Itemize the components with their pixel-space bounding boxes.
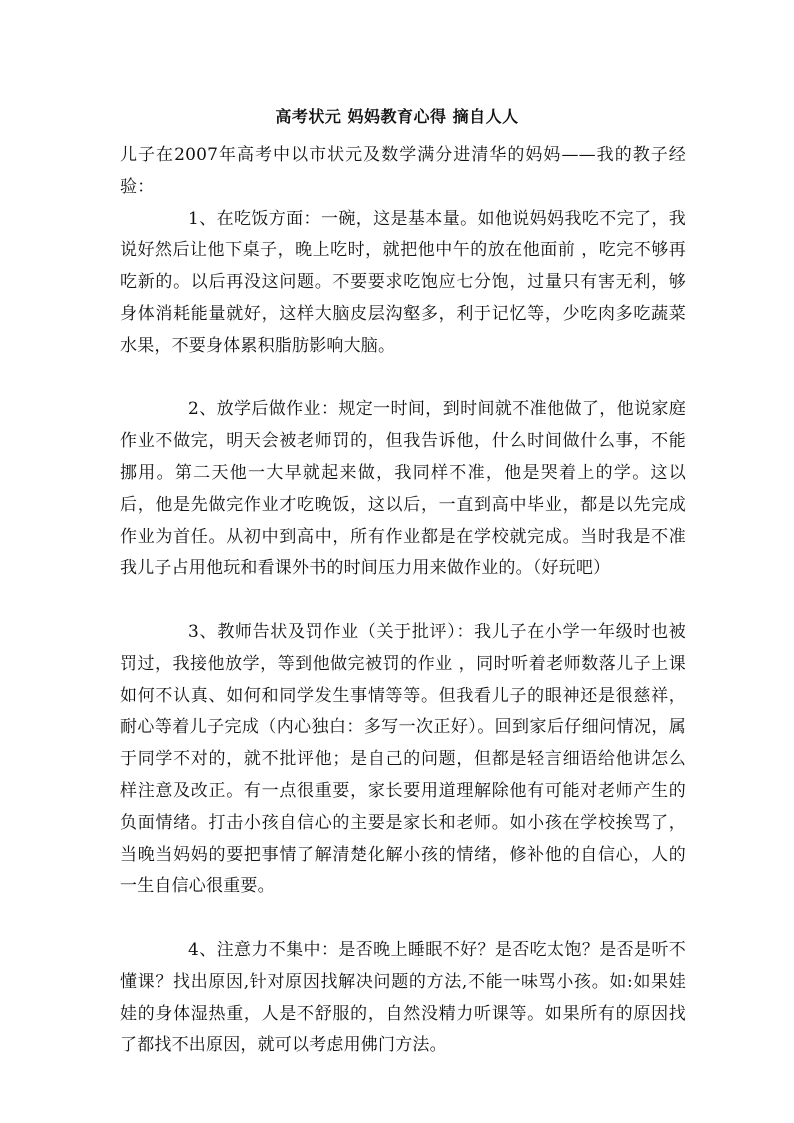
paragraph-homework: 2、放学后做作业：规定一时间，到时间就不准他做了，他说家庭作业不做完，明天会被老师罚的，但我告诉他，什么时间做什么事，不能挪用。第二天他一大早就起来做，我同样不准，他是哭着上的学。这以后，他是先做完作业才吃晚饭，这以后，一直到高中毕业，都是以先完成作业为首任。从初中到高中，所有作业都是在学校就完成。当时我是不准我儿子占用他玩和看课外书的时间压力用来做作业的。（好玩吧） — [120, 399, 686, 579]
document-title: 高考状元 妈妈教育心得 摘自人人 — [275, 107, 519, 126]
paragraph-attention: 4、注意力不集中：是否晚上睡眠不好？是否吃太饱？是否是听不懂课？找出原因,针对原因找解决问题的方法,不能一味骂小孩。如:如果娃娃的身体湿热重，人是不舒服的，自然没精力听课等。如果所有的原因找了都找不出原因，就可以考虑用佛门方法。 — [120, 939, 686, 1056]
paragraph-eating: 1、在吃饭方面：一碗，这是基本量。如他说妈妈我吃不完了，我说好然后让他下桌子，晚上吃时，就把他中午的放在他面前 ，吃完不够再吃新的。以后再没这问题。不要要求吃饱应七分饱，过量只有害无利，够身体消耗能量就好，这样大脑皮层沟壑多，利于记忆等，少吃肉多吃蔬菜水果，不要身体累积脂肪影响大脑。 — [120, 208, 686, 356]
paragraph-criticism: 3、教师告状及罚作业（关于批评）：我儿子在小学一年级时也被罚过，我接他放学，等到他做完被罚的作业 ，同时听着老师数落儿子上课如何不认真、如何和同学发生事情等等。但我看儿子的眼神还是很慈祥，耐心等着儿子完成（内心独白：多写一次正好）。回到家后仔细问情况，属于同学不对的，就不批评他；是自己的问题，但都是轻言细语给他讲怎么样注意及改正。有一点很重要，家长要用道理解除他有可能对老师产生的负面情绪。打击小孩自信心的主要是家长和老师。如小孩在学校挨骂了，当晚当妈妈的要把事情了解清楚化解小孩的情绪，修补他的自信心，人的一生自信心很重要。 — [120, 621, 686, 897]
intro-paragraph: 儿子在2007年高考中以市状元及数学满分进清华的妈妈——我的教子经验： — [120, 145, 686, 197]
document-body — [120, 140, 686, 1062]
